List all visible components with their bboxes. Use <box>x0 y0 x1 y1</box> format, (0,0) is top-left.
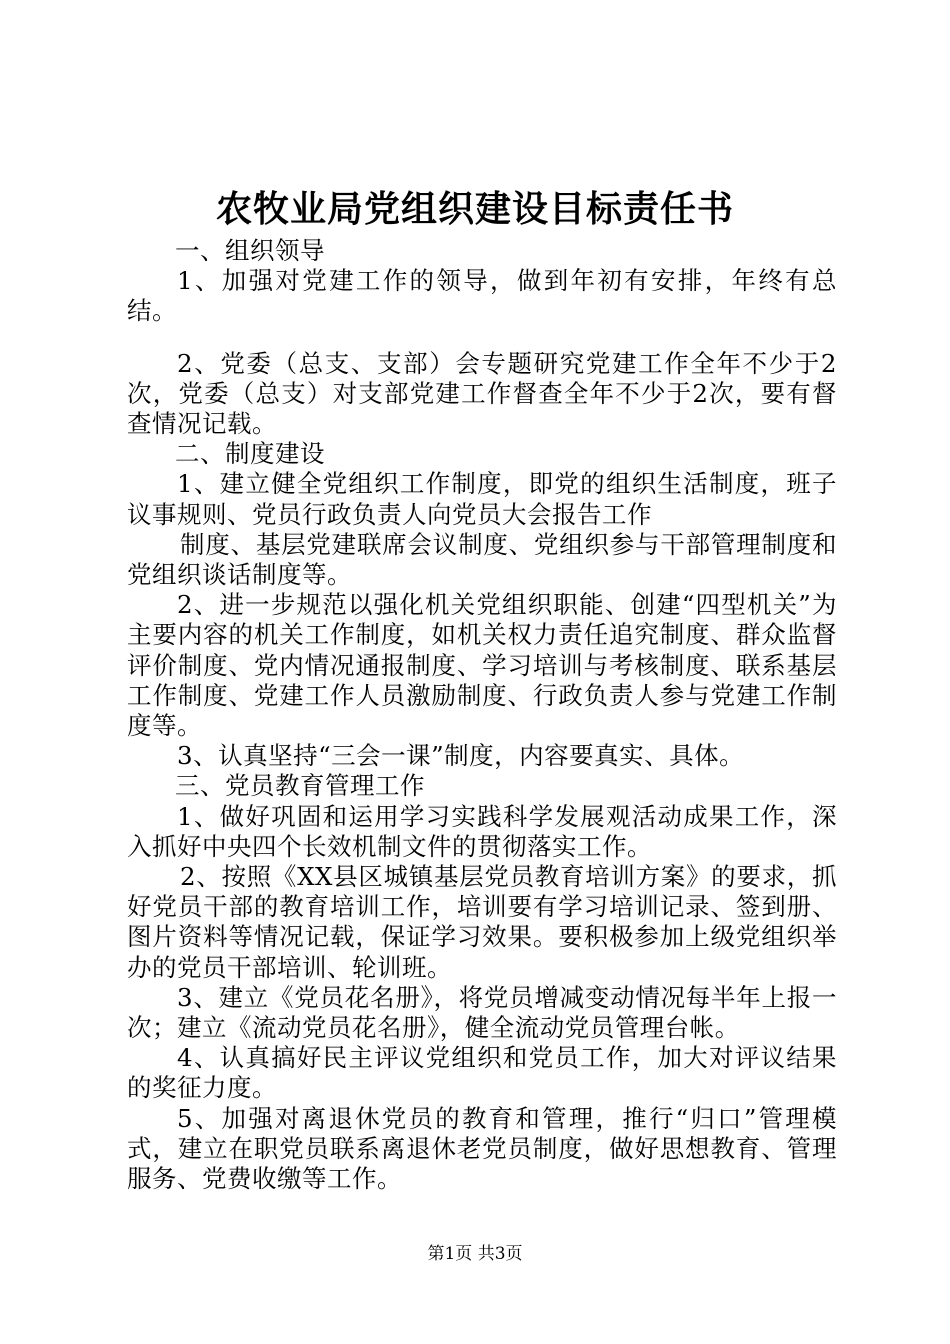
section-heading-system: 二、制度建设 <box>175 439 325 469</box>
document-body <box>127 236 837 1194</box>
paragraph: 制度、基层党建联席会议制度、党组织参与干部管理制度和党组织谈话制度等。 <box>127 529 837 590</box>
paragraph: 5、加强对离退休党员的教育和管理，推行“归口”管理模式，建立在职党员联系离退休老党员制度，做好思想教育、管理服务、党费收缴等工作。 <box>127 1103 837 1194</box>
document-title: 农牧业局党组织建设目标责任书 <box>215 188 734 230</box>
section-heading-education: 三、党员教育管理工作 <box>175 771 425 801</box>
paragraph: 3、认真坚持“三会一课”制度，内容要真实、具体。 <box>177 741 745 771</box>
page-footer: 第1页 共3页 <box>427 1244 523 1264</box>
paragraph: 1、加强对党建工作的领导，做到年初有安排，年终有总结。 <box>127 266 837 326</box>
paragraph: 2、按照《XX县区城镇基层党员教育培训方案》的要求，抓好党员干部的教育培训工作，培训要有学习培训记录、签到册、图片资料等情况记载，保证学习效果。要积极参加上级党组织举办的党员干部培训、轮训班。 <box>127 862 837 982</box>
paragraph: 3、建立《党员花名册》，将党员增减变动情况每半年上报一次；建立《流动党员花名册》，健全流动党员管理台帐。 <box>127 982 837 1043</box>
paragraph: 4、认真搞好民主评议党组织和党员工作，加大对评议结果的奖征力度。 <box>127 1043 837 1103</box>
paragraph: 1、建立健全党组织工作制度，即党的组织生活制度，班子议事规则、党员行政负责人向党员大会报告工作 <box>127 469 837 529</box>
paragraph: 2、进一步规范以强化机关党组织职能、创建“四型机关”为主要内容的机关工作制度，如机关权力责任追究制度、群众监督评价制度、党内情况通报制度、学习培训与考核制度、联系基层工作制度、党建工作人员激励制度、行政负责人参与党建工作制度等。 <box>127 590 837 741</box>
paragraph: 1、做好巩固和运用学习实践科学发展观活动成果工作，深入抓好中央四个长效机制文件的贯彻落实工作。 <box>127 801 837 861</box>
section-heading-organization: 一、组织领导 <box>175 236 325 265</box>
paragraph: 2、党委（总支、支部）会专题研究党建工作全年不少于2次，党委（总支）对支部党建工作督查全年不少于2次，要有督查情况记载。 <box>127 348 837 439</box>
